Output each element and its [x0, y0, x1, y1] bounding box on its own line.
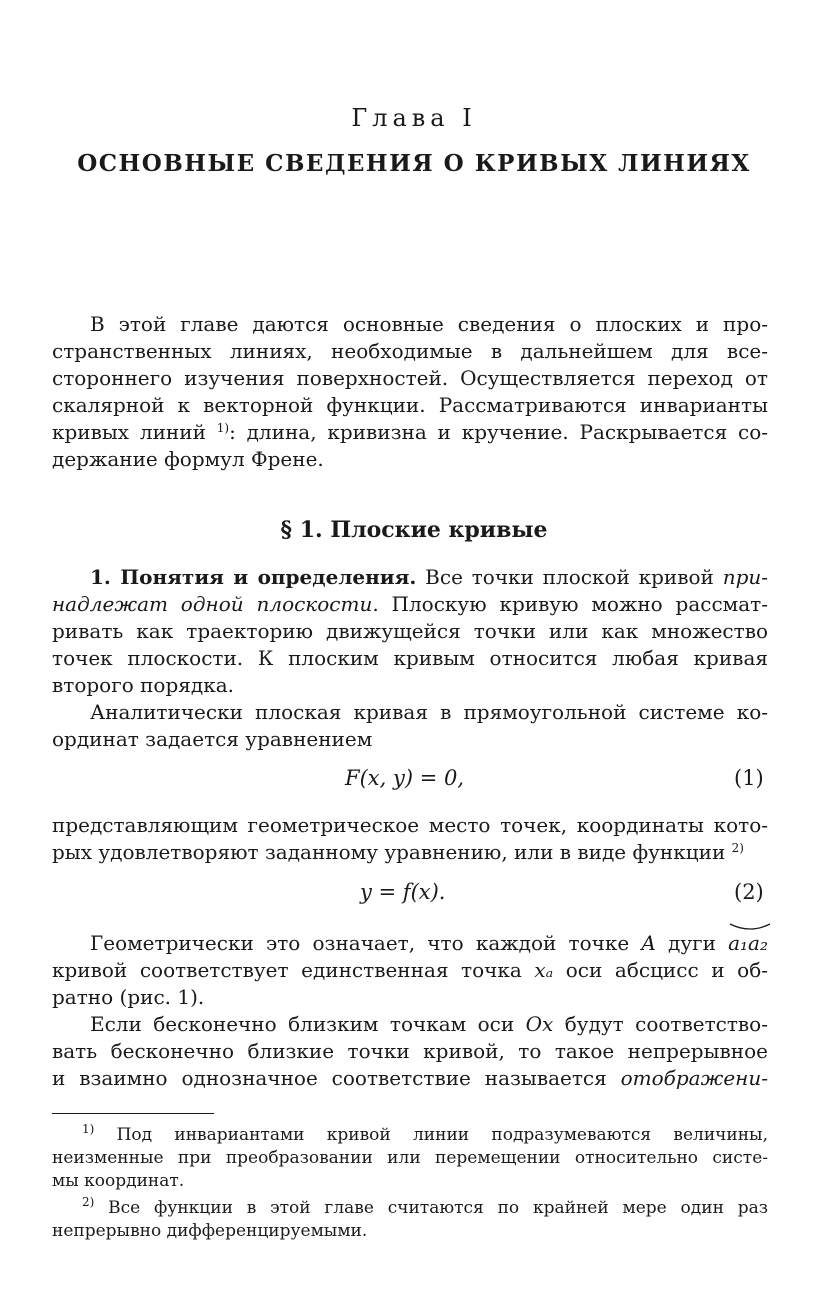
body-text: оси абсцисс и об-	[553, 958, 768, 982]
chapter-title: ОСНОВНЫЕ СВЕДЕНИЯ О КРИВЫХ ЛИНИЯХ	[77, 150, 751, 177]
equation-2-number: (2)	[734, 880, 764, 904]
abscissa-point-label: xₐ	[534, 958, 554, 982]
body-line: ординат задается уравнением	[52, 727, 373, 751]
footnote-text: Под инвариантами кривой линии подразумеваются величины,	[116, 1125, 768, 1145]
body-text: будут соответство-	[553, 1012, 768, 1036]
footnote-divider	[52, 1113, 214, 1114]
intro-line-2: странственных линиях, необходимые в дальнейшем для все-	[52, 339, 768, 363]
body-text: Все точки плоской кривой	[425, 565, 723, 589]
body-italic: надлежат одной плоскости	[52, 592, 373, 616]
footnote-1-line: мы координат.	[52, 1171, 185, 1191]
footnote-2-mark: 2)	[82, 1195, 95, 1209]
body-text: кривой соответствует единственная точка	[52, 958, 535, 982]
point-label: A	[641, 931, 656, 955]
arc-symbol	[728, 930, 768, 957]
body-text: рых удовлетворяют заданному уравнению, или в виде функции	[52, 840, 732, 864]
footnote-ref-1: 1)	[216, 421, 230, 435]
body-line: представляющим геометрическое место точек, координаты кото-	[52, 813, 768, 837]
body-line: второго порядка.	[52, 673, 234, 697]
body-italic: отображени-	[620, 1066, 768, 1090]
body-text: Геометрически это означает, что каждой точке	[90, 931, 642, 955]
body-line	[90, 564, 768, 591]
footnote-2-line: непрерывно дифференцируемыми.	[52, 1221, 368, 1241]
intro-text: : длина, кривизна и кручение. Раскрывается со-	[229, 420, 768, 444]
body-line: вать бесконечно близкие точки кривой, то такое непрерывное	[52, 1039, 768, 1063]
section-title: § 1. Плоские кривые	[280, 517, 548, 543]
body-line	[90, 930, 768, 957]
chapter-label: Глава I	[351, 104, 477, 132]
footnote-ref-2: 2)	[731, 841, 744, 855]
axis-label: Ox	[525, 1012, 554, 1036]
body-line	[52, 1065, 768, 1092]
body-line: точек плоскости. К плоским кривым относится любая кривая	[52, 646, 768, 670]
footnote-1-mark: 1)	[82, 1122, 95, 1136]
equation-1-number: (1)	[734, 766, 764, 790]
body-line: ратно (рис. 1).	[52, 985, 205, 1009]
footnote-text: Все функции в этой главе считаются по крайней мере один раз	[108, 1198, 769, 1218]
body-line	[52, 957, 768, 984]
body-line	[52, 839, 768, 866]
body-text: . Плоскую кривую можно рассмат-	[372, 592, 768, 616]
intro-line-1: В этой главе даются основные сведения о плоских и про-	[90, 312, 768, 336]
intro-text: кривых линий	[52, 420, 217, 444]
equation-2: y = f(x).	[360, 880, 446, 904]
intro-line-3: стороннего изучения поверхностей. Осуществляется переход от	[52, 366, 768, 390]
body-line: Аналитически плоская кривая в прямоугольной системе ко-	[90, 700, 768, 724]
body-line: ривать как траекторию движущейся точки или как множество	[52, 619, 768, 643]
body-text: дуги	[655, 931, 729, 955]
footnote-1-line: неизменные при преобразовании или перемещении относительно систе-	[52, 1148, 768, 1168]
arc-mark-icon	[728, 922, 772, 932]
body-text: и взаимно однозначное соответствие называется	[52, 1066, 621, 1090]
intro-line-6: держание формул Френе.	[52, 447, 324, 471]
equation-1: F(x, y) = 0,	[345, 766, 464, 790]
body-line	[52, 591, 768, 618]
footnote-2-line	[82, 1197, 768, 1220]
arc-label: a₁a₂	[728, 931, 768, 955]
body-italic: при-	[722, 565, 769, 589]
subsection-title: 1. Понятия и определения.	[90, 565, 417, 589]
intro-line-5	[52, 419, 768, 446]
footnote-1-line	[82, 1124, 768, 1147]
intro-line-4: скалярной к векторной функции. Рассматриваются инварианты	[52, 393, 768, 417]
body-line	[90, 1011, 768, 1038]
body-text: Если бесконечно близким точкам оси	[90, 1012, 526, 1036]
